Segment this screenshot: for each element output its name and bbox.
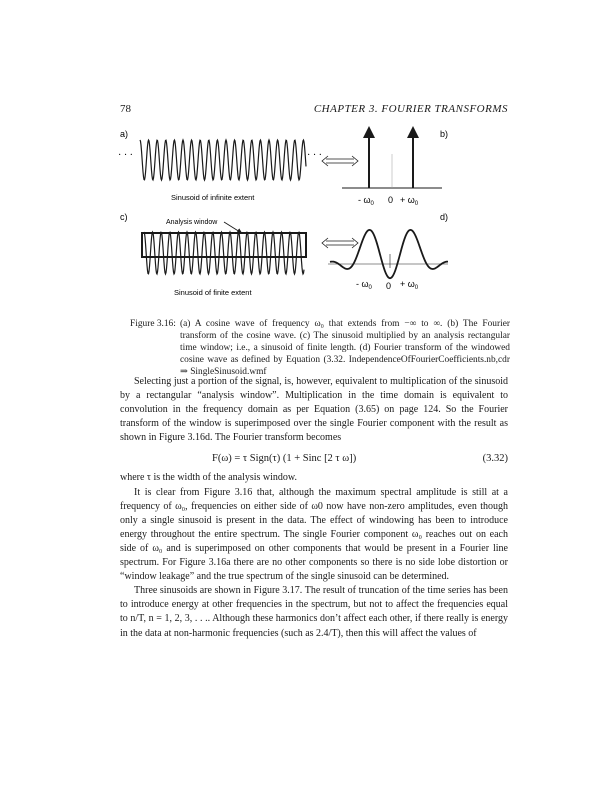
finite-sinusoid-wave: [144, 232, 304, 274]
infinite-sinusoid-wave: [140, 140, 306, 180]
d-axis-zero: 0: [386, 281, 392, 291]
panel-b-label: b): [440, 129, 449, 139]
panel-a-caption: Sinusoid of infinite extent: [171, 193, 255, 202]
body-text: [120, 375, 508, 641]
caption-label: Figure 3.16:: [130, 319, 176, 329]
paragraph-2: It is clear from Figure 3.16 that, although the maximum spectral amplitude is still at a frequency of ω₀, frequencies on either side of ω0 now have non-zero amplitudes, even though only a single sinusoid is present in the data. The effect of windowing has been to introduce energy throughout the entire spectrum. The single Fourier component ω₀ reaches out on each side of ω₀ and is superimposed on other components that would be present in a Fourier line spectrum. For Figure 3.16a there are no other components so there is no side lobe distortion or “window leakage” and the true spectrum of the single sinusoid can be determined.: [120, 486, 508, 583]
equation-where-line: where τ is the width of the analysis window.: [120, 472, 297, 484]
chapter-title: CHAPTER 3. FOURIER TRANSFORMS: [313, 103, 508, 115]
transform-arrow-top: [322, 156, 358, 166]
b-axis-zero: 0: [388, 195, 394, 205]
b-axis-neg-omega: - $\omega_0$: [358, 195, 374, 207]
analysis-window-label: Analysis window: [166, 219, 218, 226]
analysis-window-pointer: [224, 222, 240, 232]
d-axis-pos-omega: + $\omega_0$: [400, 279, 419, 291]
equation-3-32: [120, 448, 508, 470]
figure-3-16: [118, 124, 512, 310]
panel-d-label: d): [440, 212, 449, 222]
caption-text: (a) A cosine wave of frequency ω₀ that extends from −∞ to ∞. (b) The Fourier transform of the cosine wave. (c) The sinusoid multiplied by an analysis rectangular time window; i.e., a sinusoid of finite length. (d) Fourier transform of the windowed cosine wave as defined by Equation (3.32. IndependenceOfFourierCoefficients.nb,cdr ⇒ SingleSinusoid.wmf: [180, 319, 510, 377]
panel-c-caption: Sinusoid of finite extent: [174, 288, 252, 297]
transform-arrow-bottom: [322, 238, 358, 248]
b-axis-pos-omega: + $\omega_0$: [400, 195, 419, 207]
ellipsis-right: · · ·: [307, 150, 322, 161]
equation-number: (3.32): [482, 453, 508, 465]
d-axis-neg-omega: - $\omega_0$: [356, 279, 372, 291]
windowed-spectrum-curve: [330, 230, 448, 278]
page-header: [120, 103, 508, 117]
figure-caption: [130, 318, 510, 378]
paragraph-1: Selecting just a portion of the signal, is, however, equivalent to multiplication of the sinusoid by a rectangular “analysis window”. Multiplication in the time domain is equivalent to convolution in the frequency domain as per Equation (3.65) on page 124. So the Fourier transform of the window is superimposed over the single Fourier component with the result as shown in Figure 3.16d. The Fourier transform becomes: [120, 376, 508, 444]
equation-body: F(ω) = τ Sign(τ) (1 + Sinc [2 τ ω]): [212, 453, 357, 465]
panel-c-label: c): [120, 212, 128, 222]
page-number: 78: [120, 103, 131, 115]
ellipsis-left: · · ·: [118, 150, 133, 161]
paragraph-3: Three sinusoids are shown in Figure 3.17. The result of truncation of the time series has been to introduce energy at other frequencies in the spectrum, but not to affect the frequencies equal to n/T, n = 1, 2, 3, . . .. Although these harmonics don’t affect each other, if there really is energy in the data at non-harmonic frequencies (such as 2.4/T), then this will affect the values of: [120, 585, 508, 639]
panel-a-label: a): [120, 129, 129, 139]
